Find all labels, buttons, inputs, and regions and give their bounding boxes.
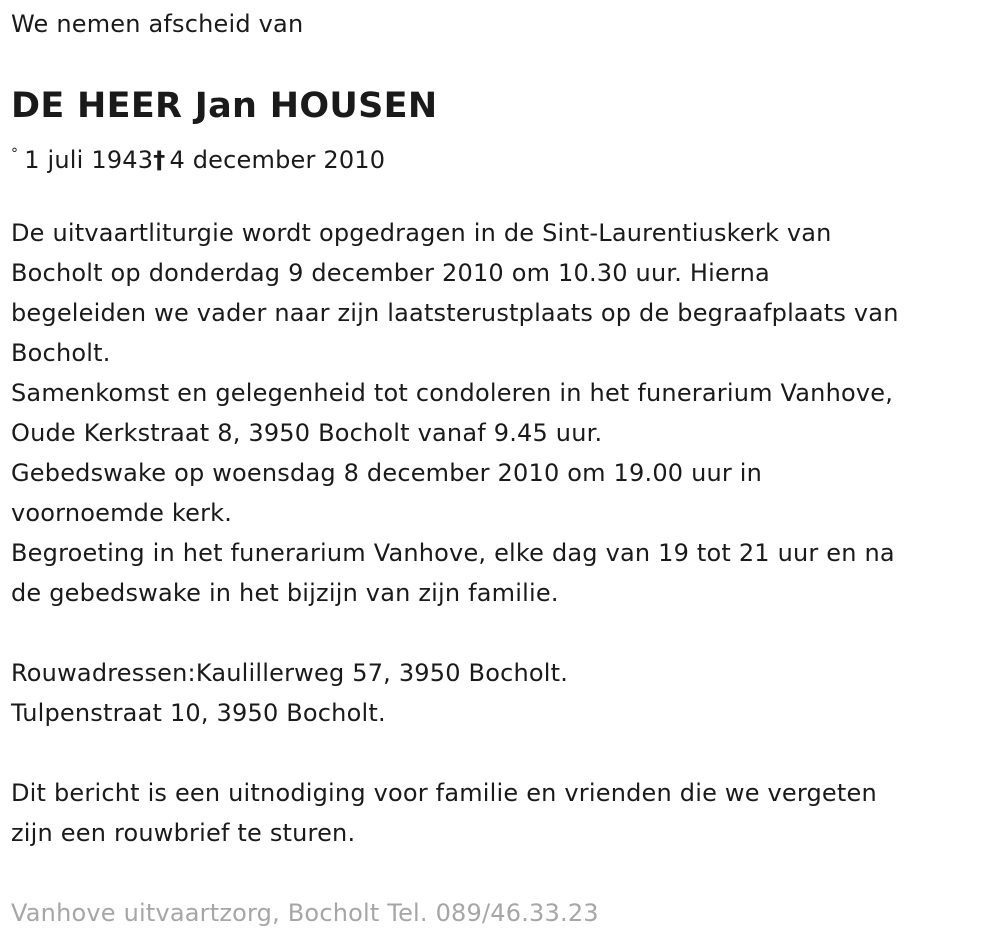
address-line: Rouwadressen:Kaulillerweg 57, 3950 Bocholt. [11,659,569,687]
body-line: Oude Kerkstraat 8, 3950 Bocholt vanaf 9.45 uur. [11,419,603,447]
mourning-addresses [11,653,568,733]
closing-line: zijn een rouwbrief te sturen. [11,819,356,847]
body-line: De uitvaartliturgie wordt opgedragen in de Sint-Laurentiuskerk van [11,219,832,247]
funeral-home-footer: Vanhove uitvaartzorg, Bocholt Tel. 089/46.33.23 [11,899,599,927]
life-dates [11,134,385,180]
closing-note [11,773,877,853]
body-line: Gebedswake op woensdag 8 december 2010 om 19.00 uur in [11,459,763,487]
death-date: 4 december 2010 [169,146,386,174]
body-line: de gebedswake in het bijzijn van zijn familie. [11,579,559,607]
birth-date: 1 juli 1943 [24,146,154,174]
intro-text: We nemen afscheid van [11,10,304,38]
body-line: Bocholt op donderdag 9 december 2010 om 10.30 uur. Hierna [11,259,770,287]
birth-symbol: ° [11,146,19,162]
cross-icon: † [153,146,166,174]
body-line: voornoemde kerk. [11,499,233,527]
deceased-name: DE HEER Jan HOUSEN [11,86,438,126]
closing-line: Dit bericht is een uitnodiging voor familie en vrienden die we vergeten [11,779,877,807]
body-line: Bocholt. [11,339,111,367]
body-line: begeleiden we vader naar zijn laatsterustplaats op de begraafplaats van [11,299,899,327]
body-line: Begroeting in het funerarium Vanhove, elke dag van 19 tot 21 uur en na [11,539,895,567]
body-line: Samenkomst en gelegenheid tot condoleren in het funerarium Vanhove, [11,379,894,407]
address-line: Tulpenstraat 10, 3950 Bocholt. [11,699,386,727]
ceremony-details [11,213,899,613]
